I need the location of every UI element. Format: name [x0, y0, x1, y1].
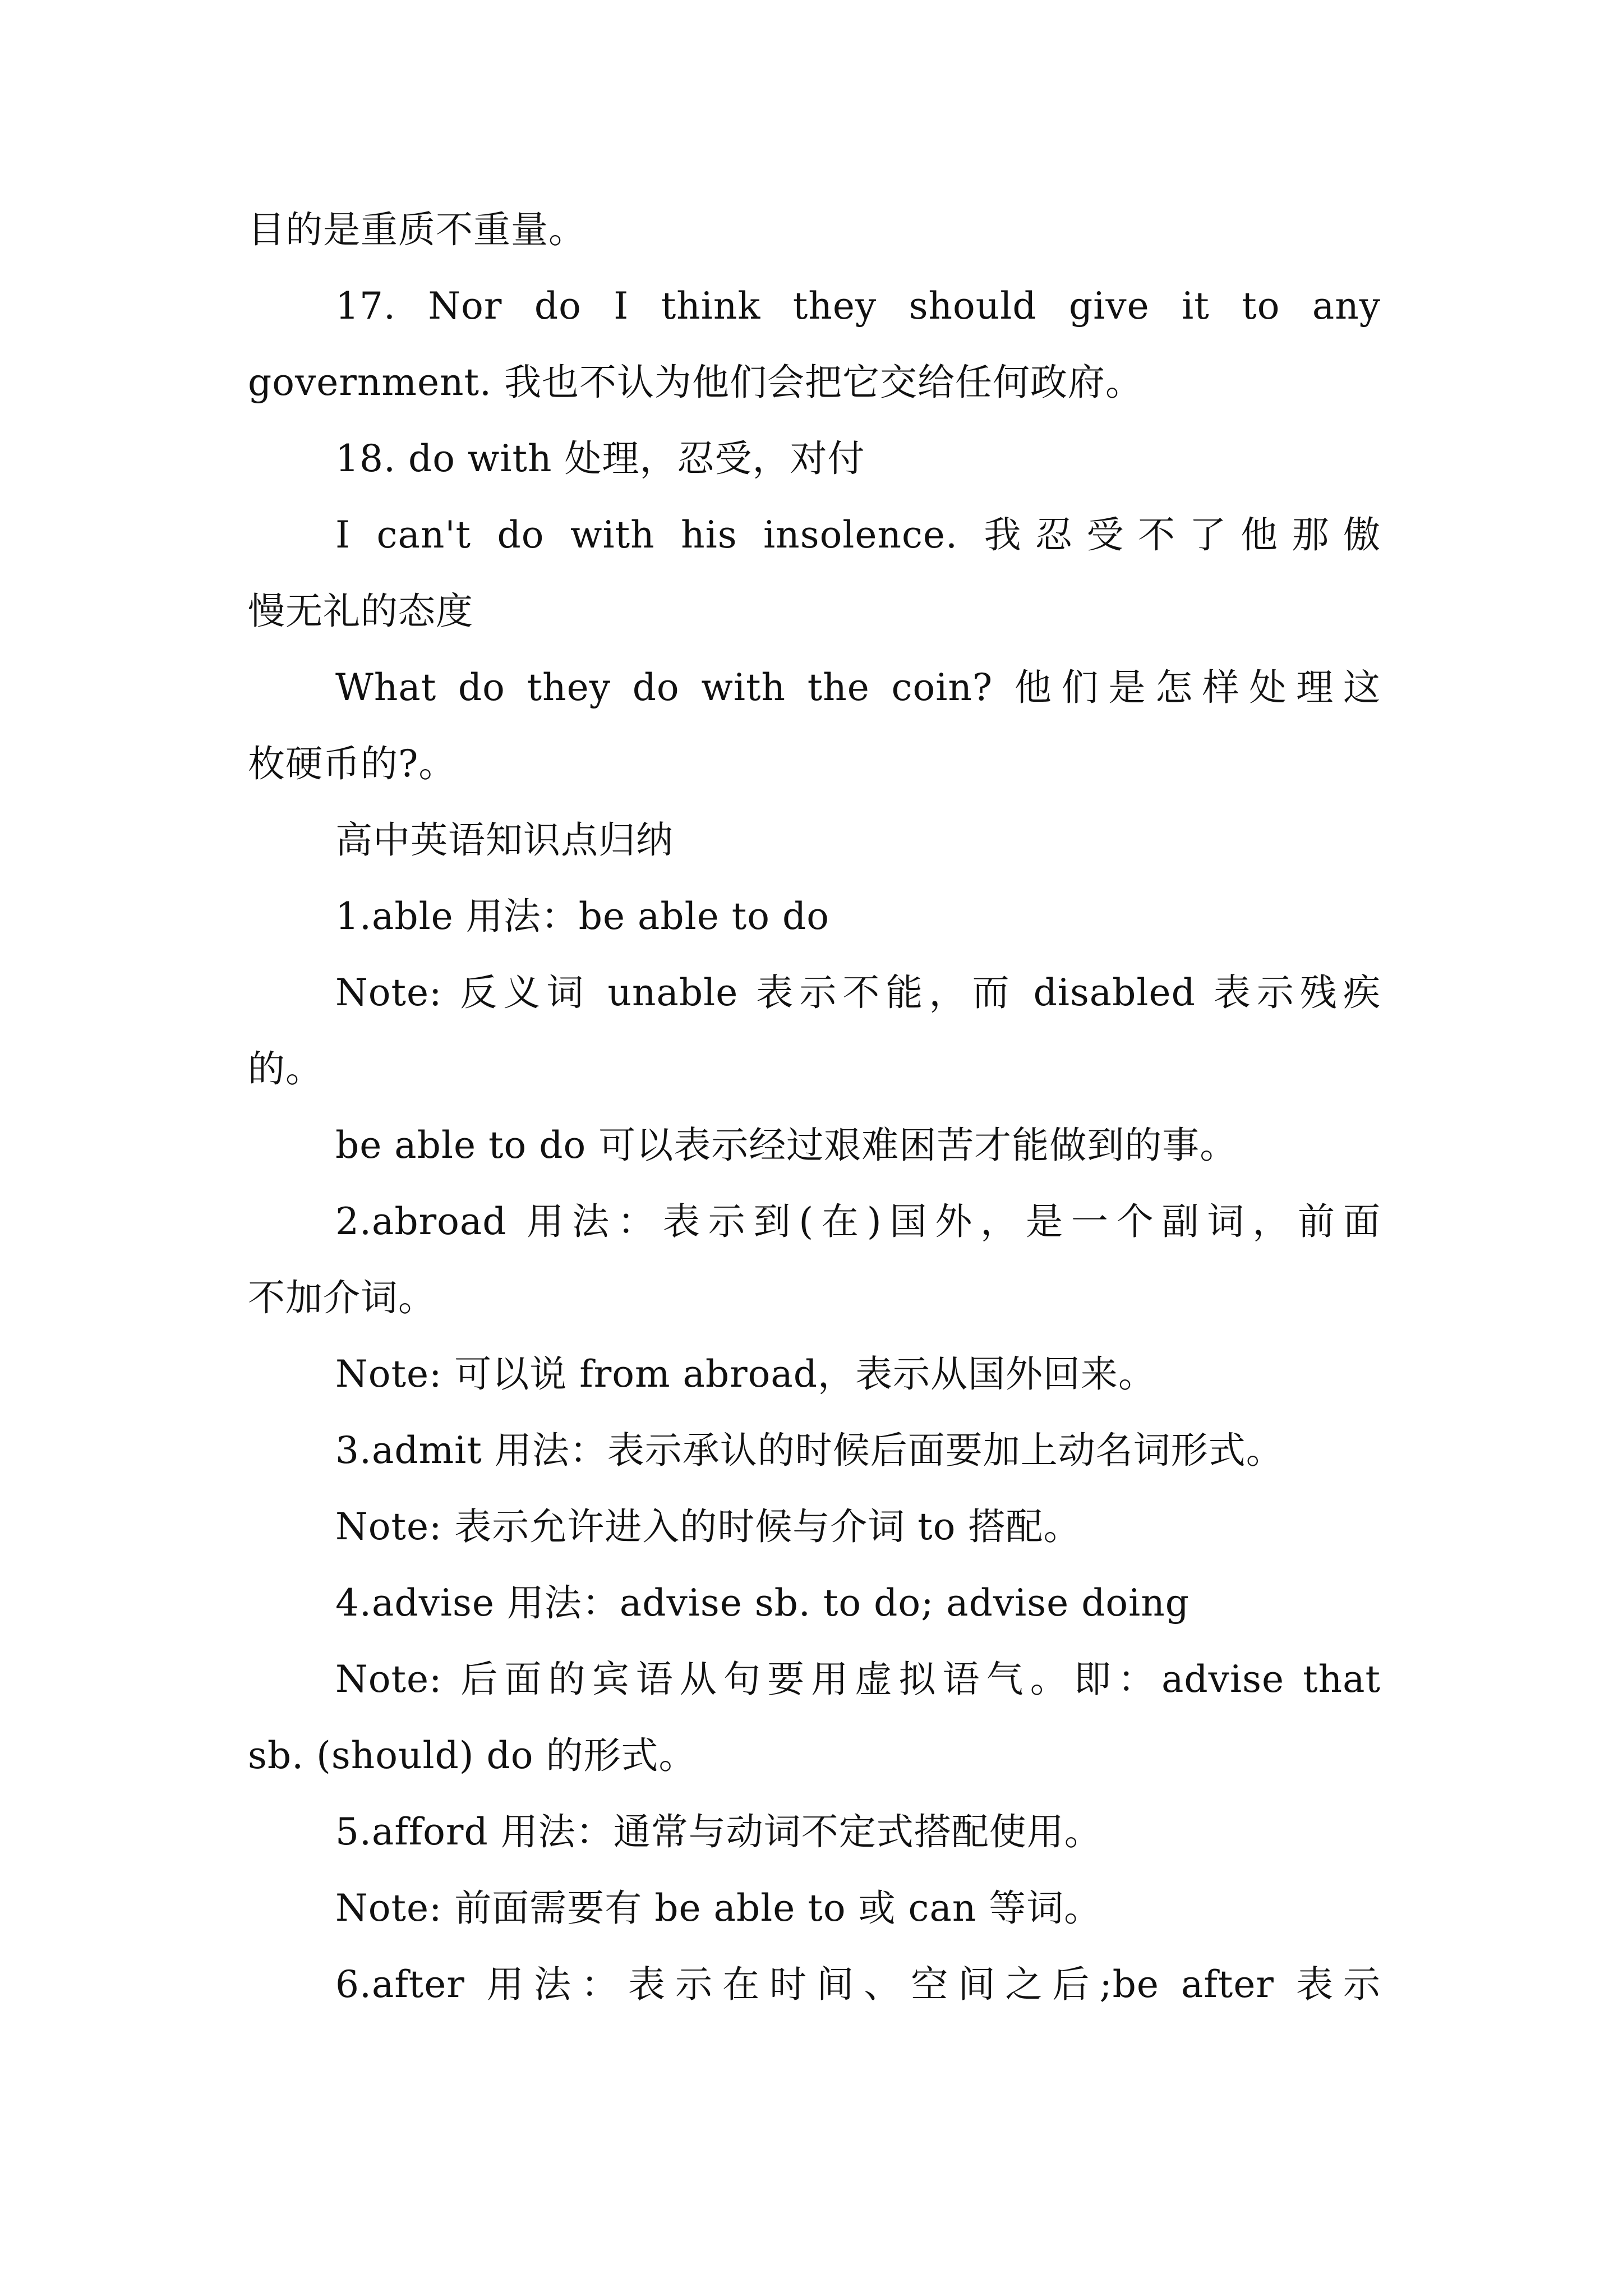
text-line: 2.abroad 用法：表示到(在)国外，是一个副词，前面	[335, 1200, 1381, 1243]
text-line: Note: 后面的宾语从句要用虚拟语气。即：advise that	[335, 1658, 1381, 1701]
text-line: 枚硬币的?。	[248, 742, 457, 785]
text-line: 4.advise 用法：advise sb. to do; advise doing	[335, 1581, 1190, 1625]
text-line: I can't do with his insolence. 我忍受不了他那傲	[335, 513, 1381, 556]
text-line: 慢无礼的态度	[248, 590, 473, 633]
text-line: 5.afford 用法：通常与动词不定式搭配使用。	[335, 1810, 1102, 1853]
text-line: Note: 表示允许进入的时候与介词 to 搭配。	[335, 1505, 1081, 1548]
text-line: 的。	[248, 1047, 323, 1091]
text-line: 17. Nor do I think they should give it to any	[335, 284, 1381, 328]
text-line: 目的是重质不重量。	[248, 208, 586, 251]
text-line: sb. (should) do 的形式。	[248, 1734, 697, 1777]
section-heading: 高中英语知识点归纳	[335, 818, 674, 862]
text-line: Note: 可以说 from abroad，表示从国外回来。	[335, 1352, 1156, 1396]
text-line: 1.able 用法：be able to do	[335, 895, 829, 938]
text-line: government. 我也不认为他们会把它交给任何政府。	[248, 361, 1144, 404]
text-line: Note: 前面需要有 be able to 或 can 等词。	[335, 1887, 1102, 1930]
text-line: 3.admit 用法：表示承认的时候后面要加上动名词形式。	[335, 1429, 1284, 1472]
text-line: 不加介词。	[248, 1276, 436, 1319]
text-line: 18. do with 处理，忍受，对付	[335, 437, 865, 480]
text-line: be able to do 可以表示经过艰难困苦才能做到的事。	[335, 1124, 1238, 1167]
text-line: What do they do with the coin? 他们是怎样处理这	[335, 666, 1381, 709]
text-line: Note: 反义词 unable 表示不能，而 disabled 表示残疾	[335, 971, 1381, 1014]
text-line: 6.after 用法：表示在时间、空间之后;be after 表示	[335, 1963, 1381, 2006]
